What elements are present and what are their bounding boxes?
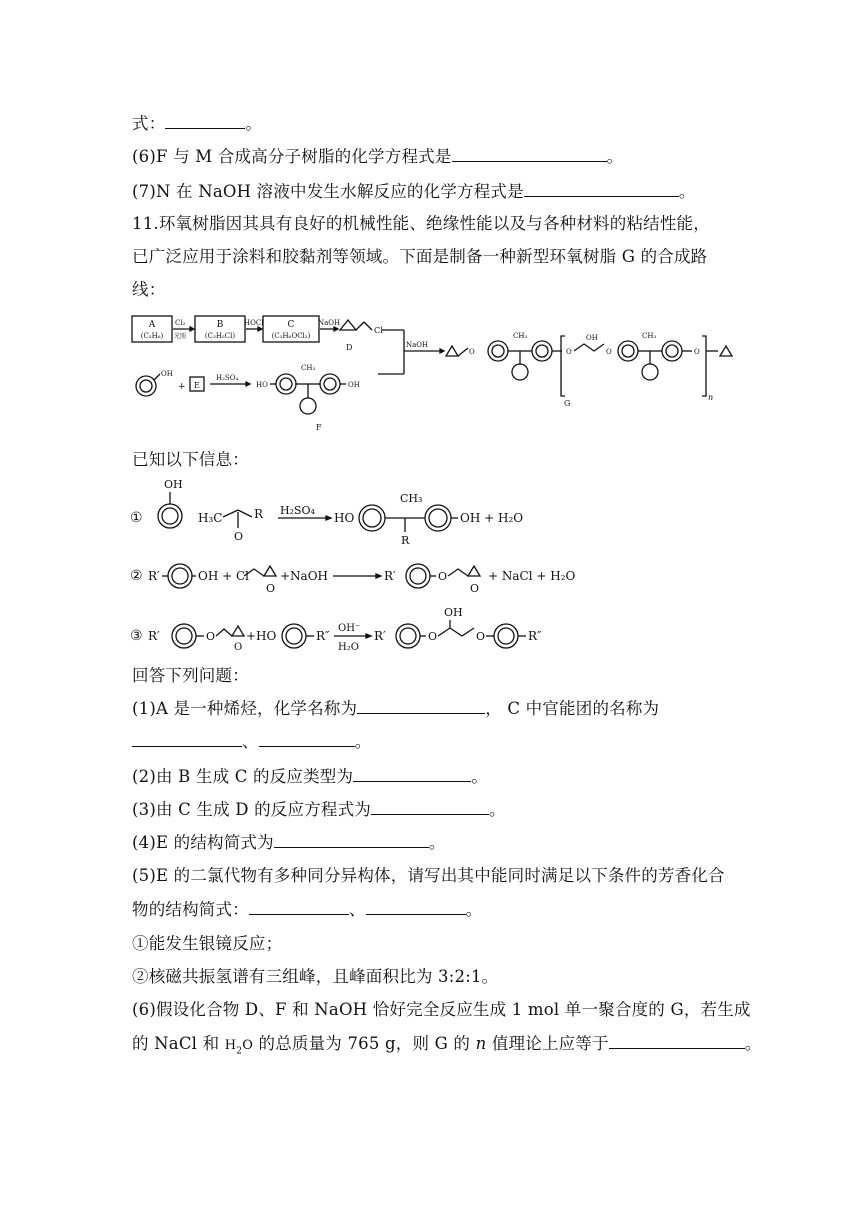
oxygen-label: O [566, 348, 572, 356]
reactant-label: +HO [246, 629, 277, 643]
reagent-h2so4: H₂SO₄ [216, 374, 239, 382]
answer-blank[interactable] [259, 730, 355, 747]
condition-1: ①能发生银镜反应； [132, 934, 283, 953]
r-double-prime-label: R″ [528, 629, 542, 643]
answer-blank[interactable] [371, 798, 489, 815]
answer-blank[interactable] [524, 180, 679, 197]
r-group-label: R [401, 534, 410, 547]
hydroxyl-label: OH [164, 478, 183, 491]
methyl-label: H₃C [198, 511, 223, 525]
reagent-h2so4: H₂SO₄ [280, 504, 315, 517]
question-1-line-2: 、 。 [132, 730, 371, 754]
answer-blank[interactable] [249, 898, 349, 915]
question-5-line-2: 物的结构简式： 、 。 [132, 900, 483, 919]
hydroxyl-label: HO [256, 381, 268, 389]
compound-f-label: F [316, 423, 322, 432]
answer-blank[interactable] [353, 765, 471, 782]
question-6-line-1: (6)假设化合物 D、F 和 NaOH 恰好完全反应生成 1 mol 单一聚合度的 G，若生成 [132, 1000, 751, 1019]
reaction-3-label: ③ [130, 628, 143, 644]
oxygen-label: O [438, 570, 448, 583]
question-4-line: (4)E 的结构简式为 。 [132, 833, 446, 852]
r-prime-label: R′ [374, 629, 386, 643]
question-7-line: (7)N 在 NaOH 溶液中发生水解反应的化学方程式是 。 [132, 182, 696, 201]
answer-blank[interactable] [452, 145, 607, 162]
answer-blank[interactable] [132, 730, 242, 747]
text-line-1: 式： 。 [132, 114, 263, 133]
answer-heading: 回答下列问题： [132, 666, 249, 685]
methyl-label: CH₃ [642, 332, 657, 340]
polymer-n-label: n [708, 393, 714, 402]
reagent-water: H₂O [338, 642, 359, 652]
question-6-line-2: 的 NaCl 和 $H_2O$ 的总质量为 765 g，则 G 的 n 值理论上应等于 。 [132, 1034, 762, 1057]
reagent-naoh-2: NaOH [406, 341, 429, 349]
answer-blank[interactable] [609, 1032, 745, 1049]
compound-a-formula: (C₃H₆) [140, 332, 164, 340]
hydroxyl-label: OH [348, 381, 360, 389]
reagent-cl2: Cl₂ [175, 319, 186, 327]
reagent-hocl: HOCl [244, 319, 264, 327]
synthesis-route-diagram [128, 306, 758, 436]
condition-2: ②核磁共振氢谱有三组峰，且峰面积比为 3:2:1。 [132, 967, 499, 986]
compound-b-label: B [216, 320, 224, 330]
methyl-label: CH₃ [301, 364, 316, 372]
known-reactions-diagram [128, 474, 648, 652]
oxygen-label: O [694, 348, 700, 356]
known-info-heading: 已知以下信息： [132, 450, 249, 469]
compound-c-label: C [287, 320, 295, 330]
chlorine-label: Cl [374, 326, 383, 335]
oxygen-label: O [606, 348, 612, 356]
question-6-line: (6)F 与 M 合成高分子树脂的化学方程式是 。 [132, 147, 624, 166]
r-prime-label: R′ [384, 569, 396, 583]
reagent-hydroxide: OH⁻ [338, 623, 361, 634]
product-label: OH + H₂O [460, 511, 524, 525]
reactant-label: OH + Cl [198, 569, 250, 583]
oxygen-label: O [470, 582, 480, 595]
hydroxyl-label: HO [334, 511, 355, 525]
oxygen-label: O [428, 630, 438, 643]
compound-a-label: A [148, 320, 156, 330]
compound-e-label: E [194, 381, 200, 390]
hydroxyl-label: OH [444, 606, 463, 619]
byproducts-label: + NaCl + H₂O [488, 569, 576, 583]
compound-b-formula: (C₃H₅Cl) [204, 332, 236, 340]
problem-11-intro-2: 已广泛应用于涂料和胶黏剂等领域。下面是制备一种新型环氧树脂 G 的合成路 [132, 247, 708, 266]
answer-blank[interactable] [366, 898, 466, 915]
r-prime-label: R′ [148, 569, 160, 583]
reaction-2-label: ② [130, 568, 143, 584]
answer-blank[interactable] [274, 831, 429, 848]
reagent-naoh: NaOH [318, 319, 341, 327]
oxygen-label: O [476, 630, 486, 643]
hydroxyl-label: OH [161, 370, 173, 378]
r-double-prime-label: R″ [316, 629, 330, 643]
question-1-line-1: (1)A 是一种烯烃，化学名称为 ， C 中官能团的名称为 [132, 699, 660, 718]
answer-blank[interactable] [165, 112, 245, 129]
oxygen-label: O [469, 348, 475, 356]
r-prime-label: R′ [148, 629, 160, 643]
plus-sign: + [178, 382, 186, 392]
hydroxyl-label: OH [586, 334, 598, 342]
oxygen-label: O [266, 582, 276, 595]
compound-g-label: G [564, 399, 571, 408]
answer-blank[interactable] [357, 697, 485, 714]
question-2-line: (2)由 B 生成 C 的反应类型为 。 [132, 767, 488, 786]
oxygen-label: O [234, 642, 243, 652]
condition-light: 光照 [174, 333, 187, 340]
reagent-naoh: +NaOH [280, 569, 329, 583]
problem-11-intro-1: 11.环氧树脂因其具有良好的机械性能、绝缘性能以及与各种材料的粘结性能， [132, 214, 710, 233]
compound-d-label: D [346, 343, 353, 352]
methyl-label: CH₃ [400, 492, 423, 505]
reaction-1-label: ① [130, 510, 143, 526]
question-5-line-1: (5)E 的二氯代物有多种同分异构体，请写出其中能同时满足以下条件的芳香化合 [132, 866, 725, 885]
oxygen-label: O [234, 530, 244, 543]
compound-c-formula: (C₃H₆OCl₂) [271, 332, 311, 340]
oxygen-label: O [206, 630, 216, 643]
problem-11-intro-3: 线： [132, 280, 166, 299]
r-group-label: R [254, 507, 264, 521]
question-3-line: (3)由 C 生成 D 的反应方程式为 。 [132, 800, 506, 819]
methyl-label: CH₃ [513, 332, 528, 340]
